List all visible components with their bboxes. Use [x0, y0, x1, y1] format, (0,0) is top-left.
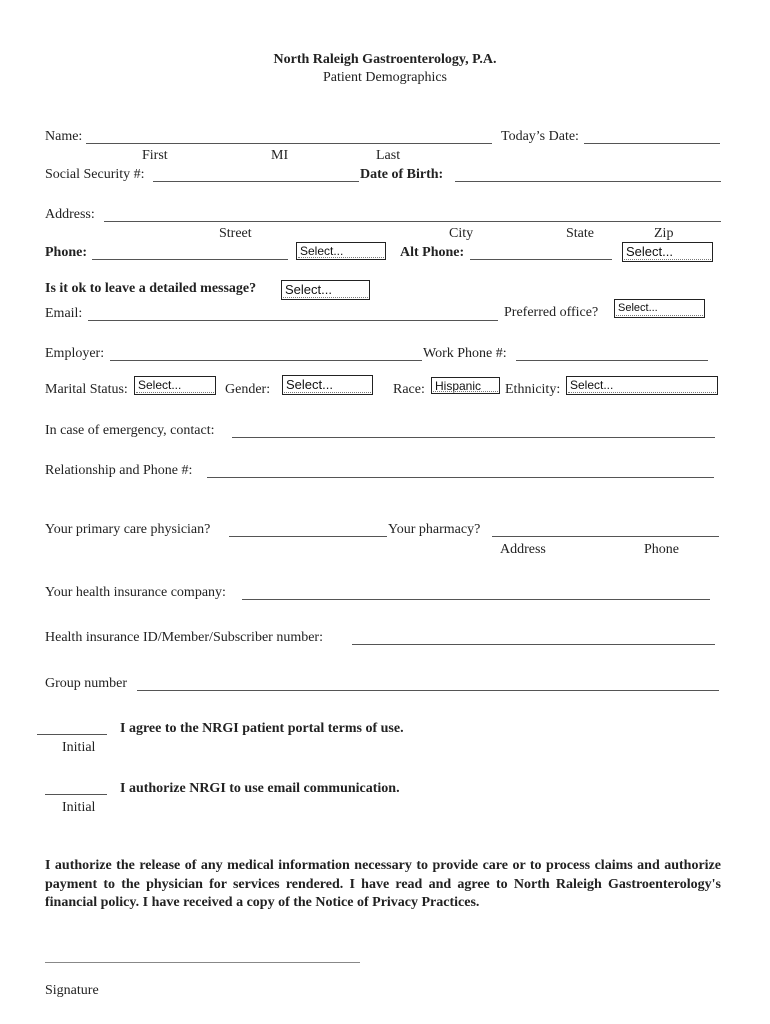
- employer-field[interactable]: [110, 360, 422, 361]
- alt-phone-field[interactable]: [470, 259, 612, 260]
- zip-caption: Zip: [654, 226, 674, 241]
- emergency-contact-label: In case of emergency, contact:: [45, 423, 215, 438]
- relationship-phone-label: Relationship and Phone #:: [45, 463, 193, 478]
- form-title: North Raleigh Gastroenterology, P.A.: [273, 52, 497, 67]
- signature-caption: Signature: [45, 983, 99, 998]
- phone-field[interactable]: [92, 259, 288, 260]
- city-caption: City: [449, 226, 474, 241]
- signature-field[interactable]: [45, 962, 360, 963]
- employer-label: Employer:: [45, 346, 105, 361]
- phone-type-select[interactable]: Select...: [296, 242, 386, 260]
- insurance-company-label: Your health insurance company:: [45, 585, 226, 600]
- group-number-field[interactable]: [137, 690, 719, 691]
- pharmacy-field[interactable]: [492, 536, 719, 537]
- middle-initial-caption: MI: [271, 148, 289, 163]
- email-initial-caption: Initial: [62, 800, 96, 815]
- alt-phone-type-select[interactable]: Select...: [622, 242, 713, 262]
- ssn-field[interactable]: [153, 181, 359, 182]
- email-consent-text: I authorize NRGI to use email communication.: [120, 781, 400, 796]
- preferred-office-select[interactable]: Select...: [614, 299, 705, 318]
- name-label: Name:: [45, 129, 83, 144]
- address-label: Address:: [45, 207, 95, 222]
- ethnicity-label: Ethnicity:: [505, 382, 561, 397]
- pharmacy-phone-caption: Phone: [644, 542, 679, 557]
- gender-select[interactable]: Select...: [282, 375, 373, 395]
- email-label: Email:: [45, 306, 83, 321]
- message-ok-select[interactable]: Select...: [281, 280, 370, 300]
- insurance-id-field[interactable]: [352, 644, 715, 645]
- email-field[interactable]: [88, 320, 498, 321]
- pcp-field[interactable]: [229, 536, 387, 537]
- pcp-label: Your primary care physician?: [45, 522, 211, 537]
- insurance-id-label: Health insurance ID/Member/Subscriber number:: [45, 630, 323, 645]
- ssn-label: Social Security #:: [45, 167, 145, 182]
- marital-status-select[interactable]: Select...: [134, 376, 216, 395]
- first-name-caption: First: [142, 148, 168, 163]
- race-label: Race:: [393, 382, 425, 397]
- release-authorization-text: I authorize the release of any medical information necessary to provide care or to process claims and authorize payment to the physician for services rendered. I have read and agree to North Raleigh Gastroenterology's financial policy. I have received a copy of the Notice of Privacy Practices.: [45, 858, 721, 910]
- message-ok-label: Is it ok to leave a detailed message?: [45, 281, 257, 296]
- last-name-caption: Last: [376, 148, 401, 163]
- gender-label: Gender:: [225, 382, 271, 397]
- portal-initial-field[interactable]: [37, 734, 107, 735]
- dob-label: Date of Birth:: [360, 167, 444, 182]
- todays-date-label: Today’s Date:: [501, 129, 579, 144]
- marital-status-label: Marital Status:: [45, 382, 128, 397]
- pharmacy-address-caption: Address: [500, 542, 546, 557]
- street-caption: Street: [219, 226, 252, 241]
- phone-label: Phone:: [45, 245, 87, 260]
- race-select[interactable]: Hispanic: [431, 377, 500, 394]
- state-caption: State: [566, 226, 594, 241]
- form-subtitle: Patient Demographics: [322, 70, 448, 85]
- insurance-company-field[interactable]: [242, 599, 710, 600]
- alt-phone-label: Alt Phone:: [400, 245, 465, 260]
- portal-consent-text: I agree to the NRGI patient portal terms of use.: [120, 721, 404, 736]
- preferred-office-label: Preferred office?: [504, 305, 599, 320]
- relationship-phone-field[interactable]: [207, 477, 714, 478]
- name-field[interactable]: [86, 143, 492, 144]
- pharmacy-label: Your pharmacy?: [388, 522, 481, 537]
- work-phone-label: Work Phone #:: [423, 346, 507, 361]
- work-phone-field[interactable]: [516, 360, 708, 361]
- emergency-contact-field[interactable]: [232, 437, 715, 438]
- portal-initial-caption: Initial: [62, 740, 96, 755]
- todays-date-field[interactable]: [584, 143, 720, 144]
- dob-field[interactable]: [455, 181, 721, 182]
- address-field[interactable]: [104, 221, 721, 222]
- email-initial-field[interactable]: [45, 794, 107, 795]
- group-number-label: Group number: [45, 676, 128, 691]
- ethnicity-select[interactable]: Select...: [566, 376, 718, 395]
